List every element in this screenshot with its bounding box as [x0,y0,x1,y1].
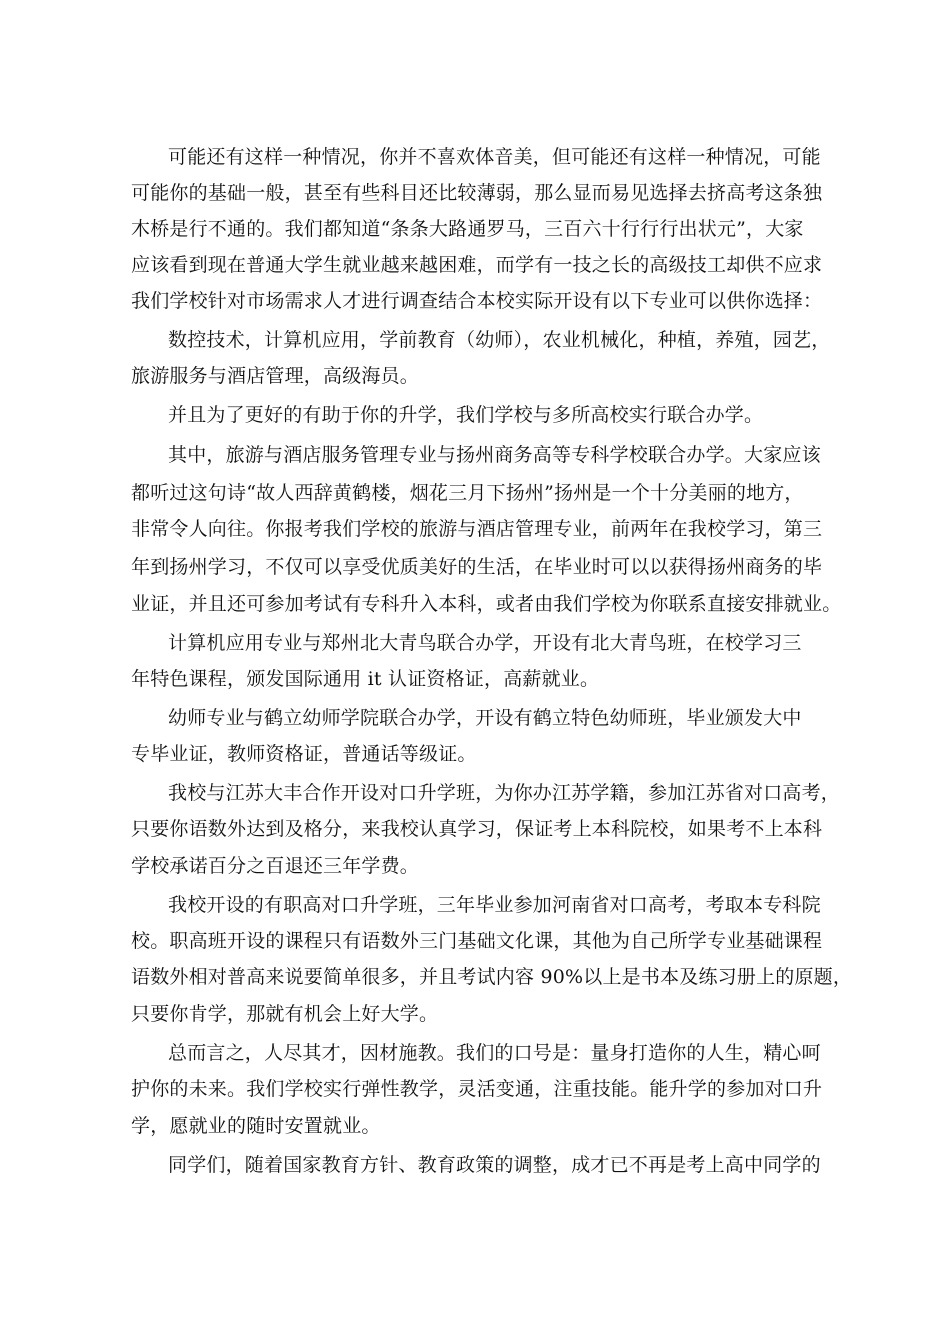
text-line: 专毕业证，教师资格证，普通话等级证。 [131,743,477,765]
text-line: 学校承诺百分之百退还三年学费。 [131,855,420,877]
text-line: 数控技术，计算机应用，学前教育（幼师），农业机械化，种植，养殖，园艺， [168,329,831,351]
text-line: 其中，旅游与酒店服务管理专业与扬州商务高等专科学校联合办学。大家应该 [168,444,821,466]
text-line: 我们学校针对市场需求人才进行调查结合本校实际开设有以下专业可以供你选择： [131,290,823,312]
text-line: 业证，并且还可参加考试有专科升入本科，或者由我们学校为你联系直接安排就业。 [131,593,842,615]
text-line: 旅游服务与酒店管理，高级海员。 [131,365,420,387]
text-line: 总而言之，人尽其才，因材施教。我们的口号是：量身打造你的人生，精心呵 [168,1042,821,1064]
text-line: 学，愿就业的随时安置就业。 [131,1115,381,1137]
text-line: 计算机应用专业与郑州北大青鸟联合办学，开设有北大青鸟班，在校学习三 [168,632,802,654]
text-line: 幼师专业与鹤立幼师学院联合办学，开设有鹤立特色幼师班，毕业颁发大中 [168,707,802,729]
text-line: 并且为了更好的有助于你的升学，我们学校与多所高校实行联合办学。 [168,404,764,426]
text-line: 只要你语数外达到及格分，来我校认真学习，保证考上本科院校，如果考不上本科 [131,818,823,840]
text-line: 都听过这句诗“故人西辞黄鹤楼，烟花三月下扬州”扬州是一个十分美丽的地方， [131,482,804,504]
text-line: 我校开设的有职高对口升学班，三年毕业参加河南省对口高考，考取本专科院 [168,894,821,916]
text-line: 可能你的基础一般，甚至有些科目还比较薄弱，那么显而易见选择去挤高考这条独 [131,182,823,204]
text-line: 可能还有这样一种情况，你并不喜欢体音美，但可能还有这样一种情况，可能 [168,146,821,168]
text-line: 应该看到现在普通大学生就业越来越困难，而学有一技之长的高级技工却供不应求 [131,254,823,276]
text-line: 年特色课程，颁发国际通用 it 认证资格证，高薪就业。 [131,668,600,690]
text-line: 年到扬州学习，不仅可以享受优质美好的生活，在毕业时可以以获得扬州商务的毕 [131,556,823,578]
text-line: 非常令人向往。你报考我们学校的旅游与酒店管理专业，前两年在我校学习，第三 [131,518,823,540]
text-line: 木桥是行不通的。我们都知道“条条大路通罗马，三百六十行行行出状元”，大家 [131,218,804,240]
text-line: 护你的未来。我们学校实行弹性教学，灵活变通，注重技能。能升学的参加对口升 [131,1078,823,1100]
text-line: 同学们，随着国家教育方针、教育政策的调整，成才已不再是考上高中同学的 [168,1154,821,1176]
text-line: 校。职高班开设的课程只有语数外三门基础文化课，其他为自己所学专业基础课程 [131,930,823,952]
text-line: 只要你肯学，那就有机会上好大学。 [131,1003,439,1025]
text-line: 语数外相对普高来说要简单很多，并且考试内容 90%以上是书本及练习册上的原题， [131,966,853,988]
text-line: 我校与江苏大丰合作开设对口升学班，为你办江苏学籍，参加江苏省对口高考， [168,782,841,804]
